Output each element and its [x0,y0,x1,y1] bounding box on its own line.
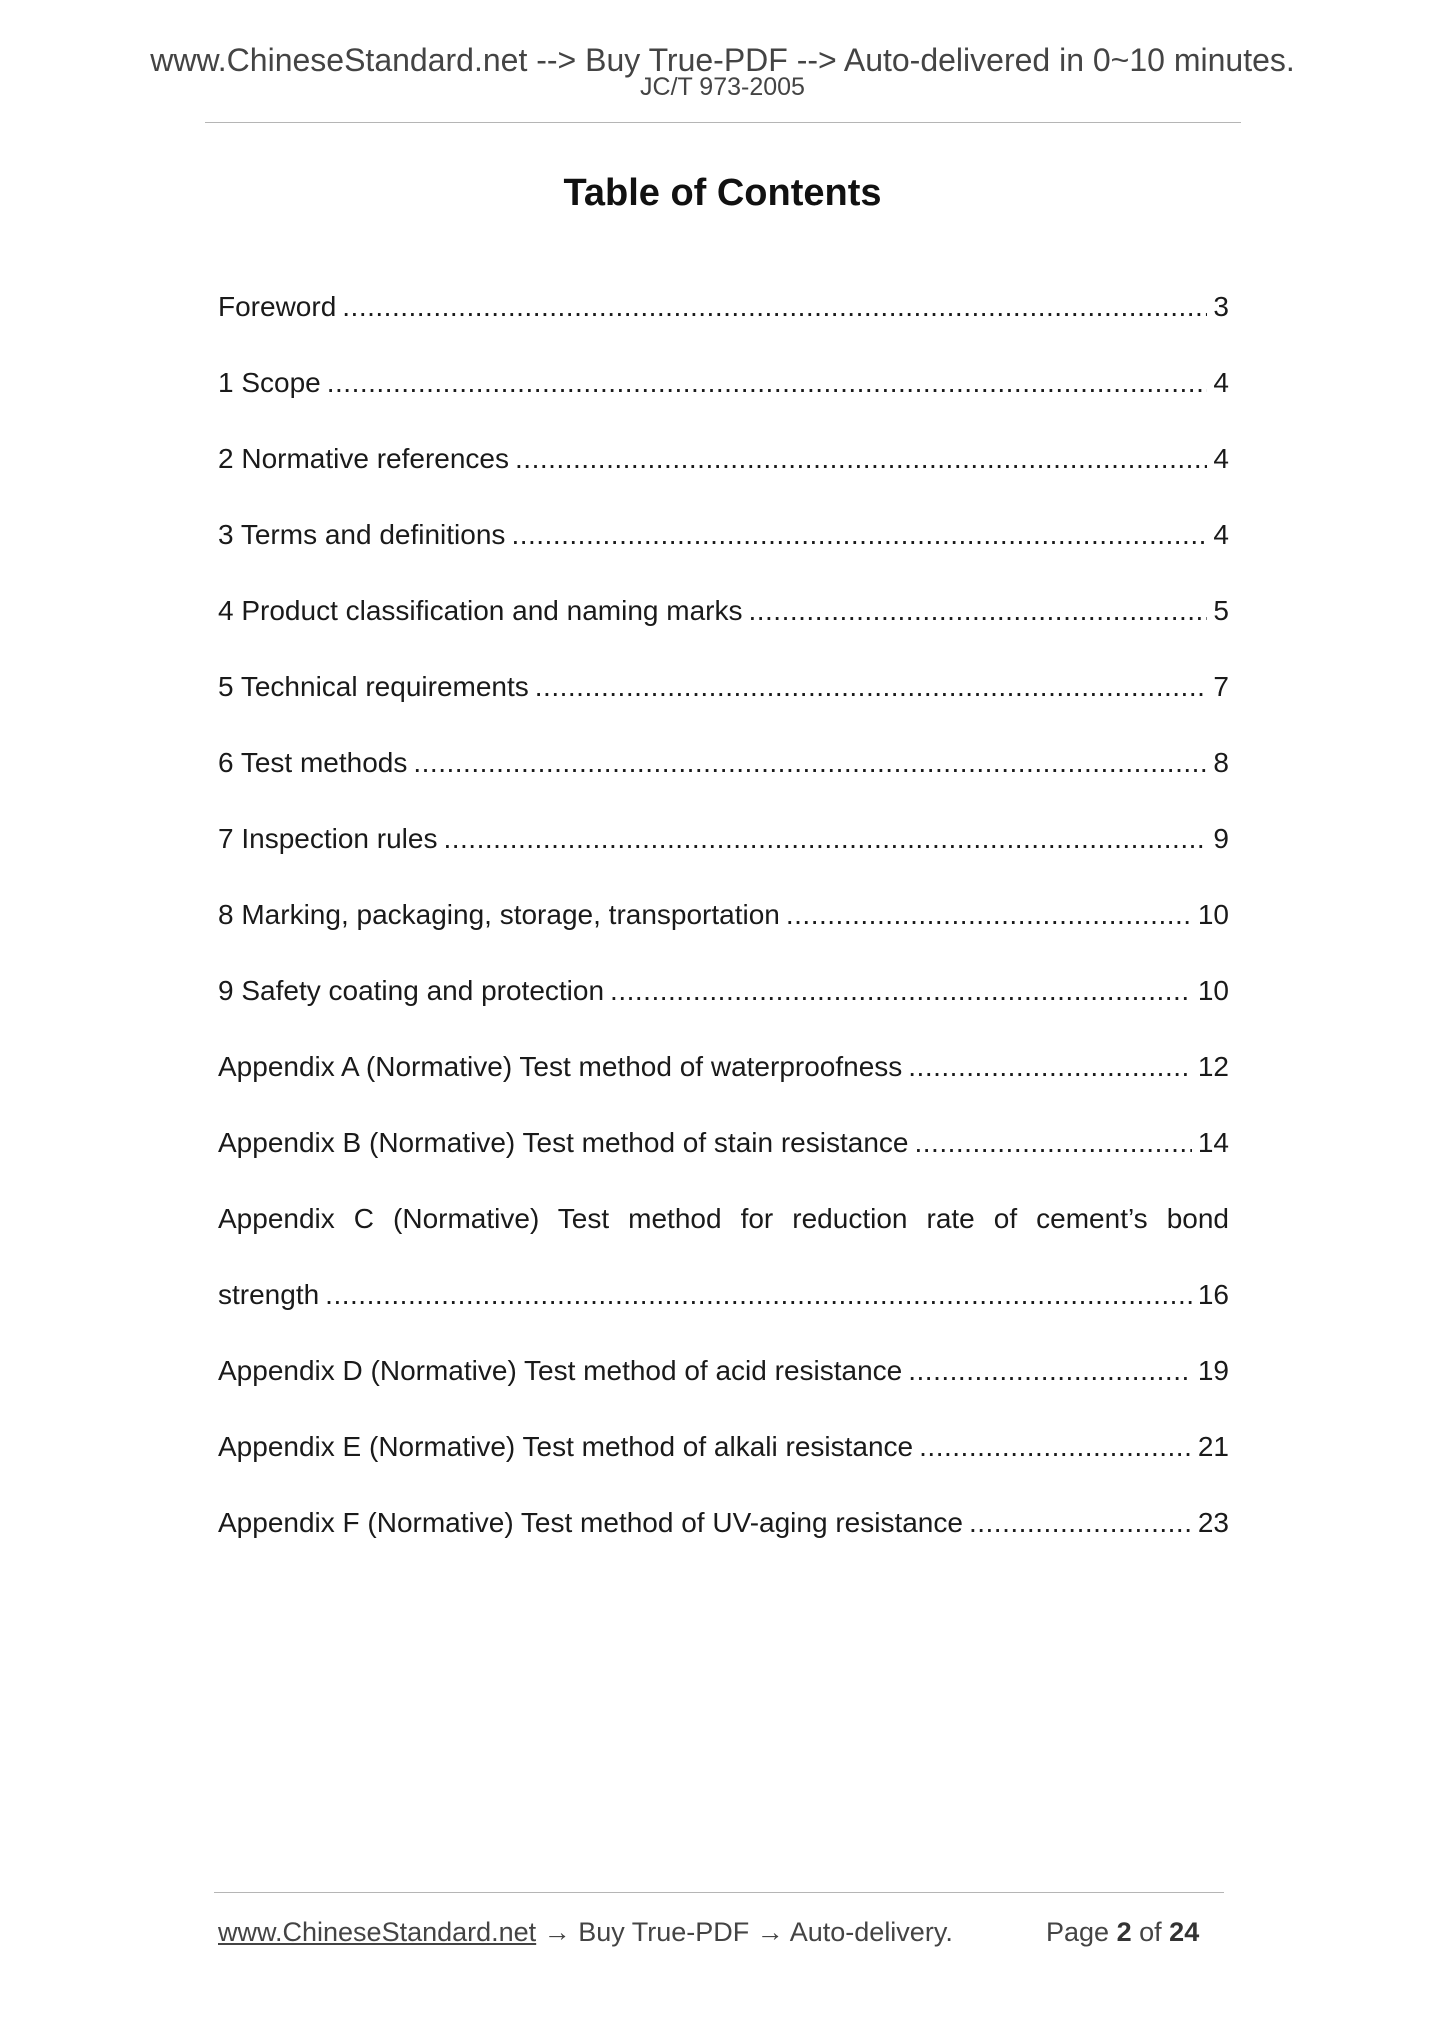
toc-entry-label: strength [218,1279,320,1310]
footer-site-link[interactable]: www.ChineseStandard.net [218,1917,537,1947]
toc-entry-label: Foreword [218,291,337,322]
toc-entry-appendix-d[interactable] [218,1351,1229,1427]
toc-entry-label: 9 Safety coating and protection [218,975,605,1006]
toc-entry-technical-requirements[interactable] [218,667,1229,743]
footer-of-word: of [1139,1917,1162,1947]
toc-list [218,287,1229,1579]
toc-entry-page: 10 [1197,899,1229,930]
toc-entry-label: Appendix B (Normative) Test method of stain resistance [218,1127,909,1158]
toc-dot-leader [919,1427,1192,1467]
toc-entry-page: 4 [1213,519,1229,550]
toc-entry-page: 16 [1197,1279,1229,1310]
toc-entry-label: Appendix D (Normative) Test method of acid resistance [218,1355,903,1386]
toc-entry-label: Appendix F (Normative) Test method of UV-aging resistance [218,1507,963,1538]
toc-entry-label: 1 Scope [218,367,321,398]
toc-entry-appendix-a[interactable] [218,1047,1229,1123]
header-divider [205,122,1241,123]
toc-dot-leader [443,819,1207,859]
toc-entry-label: 5 Technical requirements [218,671,529,702]
toc-entry-page: 19 [1197,1355,1229,1386]
toc-entry-label: 2 Normative references [218,443,510,474]
toc-entry-page: 14 [1197,1127,1229,1158]
toc-entry-inspection-rules[interactable] [218,819,1229,895]
toc-entry-page: 8 [1213,747,1229,778]
toc-entry-label: 4 Product classification and naming marks [218,595,743,626]
toc-entry-label: Appendix E (Normative) Test method of alkali resistance [218,1431,914,1462]
toc-entry-appendix-f[interactable] [218,1503,1229,1579]
toc-entry-label: 6 Test methods [218,747,408,778]
toc-dot-leader [610,971,1192,1011]
toc-dot-leader [914,1123,1191,1163]
toc-dot-leader [908,1047,1192,1087]
toc-entry-appendix-b[interactable] [218,1123,1229,1199]
footer-tagline: → Buy True-PDF → Auto-delivery. [536,1917,953,1947]
toc-dot-leader [325,1275,1192,1315]
toc-title: Table of Contents [563,172,882,214]
toc-entry-page: 7 [1213,671,1229,702]
toc-entry-test-methods[interactable] [218,743,1229,819]
footer-site-info [218,1914,953,1950]
footer-page-total: 24 [1169,1917,1200,1947]
toc-entry-normative-references[interactable] [218,439,1229,515]
footer-page-current: 2 [1116,1917,1132,1947]
toc-entry-safety-coating[interactable] [218,971,1229,1047]
toc-entry-product-classification[interactable] [218,591,1229,667]
toc-dot-leader [908,1351,1192,1391]
toc-entry-page: 10 [1197,975,1229,1006]
toc-dot-leader [511,515,1207,555]
toc-dot-leader [748,591,1207,631]
toc-dot-leader [786,895,1192,935]
toc-dot-leader [342,287,1207,327]
toc-entry-terms-definitions[interactable] [218,515,1229,591]
toc-entry-page: 12 [1197,1051,1229,1082]
toc-entry-appendix-e[interactable] [218,1427,1229,1503]
toc-entry-appendix-c-line2[interactable] [218,1275,1229,1351]
toc-dot-leader [327,363,1208,403]
toc-entry-marking-packaging[interactable] [218,895,1229,971]
toc-entry-page: 23 [1197,1507,1229,1538]
toc-entry-page: 4 [1213,367,1229,398]
footer-page-word: Page [1046,1917,1110,1947]
toc-entry-page: 9 [1213,823,1229,854]
toc-entry-label: 8 Marking, packaging, storage, transportation [218,899,780,930]
toc-entry-label: Appendix A (Normative) Test method of waterproofness [218,1051,903,1082]
footer-divider [214,1892,1224,1893]
toc-dot-leader [515,439,1207,479]
toc-dot-leader [413,743,1207,783]
toc-entry-label: 7 Inspection rules [218,823,438,854]
toc-dot-leader [969,1503,1192,1543]
toc-entry-page: 21 [1197,1431,1229,1462]
toc-entry-page: 5 [1213,595,1229,626]
toc-entry-page: 4 [1213,443,1229,474]
toc-entry-scope[interactable] [218,363,1229,439]
document-code: JC/T 973-2005 [640,73,805,101]
toc-entry-appendix-c-line1[interactable]: Appendix C (Normative) Test method for reduction rate of cement’s bond [218,1203,1229,1234]
toc-dot-leader [535,667,1208,707]
toc-entry-foreword[interactable] [218,287,1229,363]
toc-entry-page: 3 [1213,291,1229,322]
site-banner: www.ChineseStandard.net --> Buy True-PDF --> Auto-delivered in 0~10 minutes. [150,42,1295,78]
footer-page-indicator [1046,1914,1199,1950]
toc-entry-label: 3 Terms and definitions [218,519,506,550]
